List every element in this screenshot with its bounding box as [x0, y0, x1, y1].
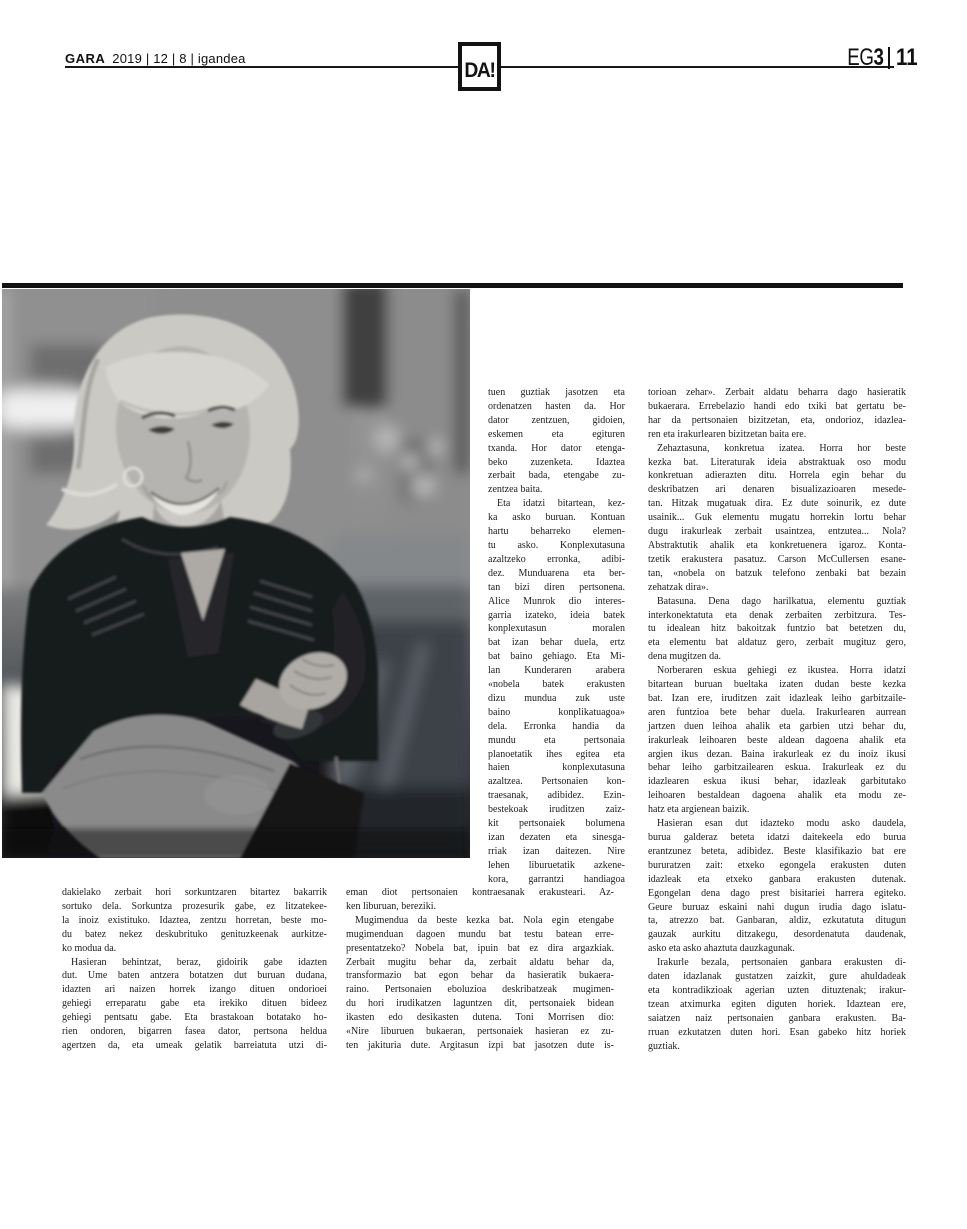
photo-woman-illustration — [2, 289, 470, 858]
masthead — [65, 51, 246, 66]
brand-name: GARA — [65, 51, 106, 66]
article-photo — [2, 289, 470, 858]
page-separator — [888, 47, 890, 69]
article-column-1: dakielako zerbait hori sorkuntzaren bitartez bakarrik sortuko dela. Sorkuntza prozesurik gabe, ez litzatekee- la inoiz existituko. Idaztea, zentzu horretan, beste mo- du batez nekez deskubrituko genituzkeenak aurkitze- ko modua da. Hasieran behintzat, beraz, gidoirik gabe idazten dut. Ume baten antzera botatzen dut buruan dudana, idazten ari naizen horrek izango dituen ondorioei gehiegi erreparatu gabe eta irekiko dituen bideez gehiegi pentsatu gabe. Eta brastakoan botatako ho- rien ondoren, bigarren fasea dator, pertsona heldua agertzen da, eta umeak gelatik barreiatuta utzi di- — [62, 887, 327, 1051]
edition-page-info — [837, 44, 921, 72]
section-divider-bar — [2, 283, 903, 288]
article-column-2-wrap-beside-photo: tuen guztiak jasotzen eta ordenatzen hasten da. Hor dator zentzuen, gidoien, eskemen eta egituren txanda. Hor dator etenga- beko zuzenketa. Idaztea zerbait bada, etengabe zu- zentzea baita. Eta idatzi bitartean, kez- ka asko buruan. Kontuan hartu beharreko elemen- tu asko. Konplexutasuna azaltzeko erronka, adibi- dez. Munduarena eta ber- tan bizi diren pertsonena. Alice Munrok dio interes- garria izateko, ideia batek konplexutasun moralen bat izan behar duela, ertz bat baino gehiago. Eta Mi- lan Kunderaren arabera «nobela batek erakusten dizu mundua zuk uste baino konplikatuagoa» dela. Erronka handia da mundu eta pertsonaia planoetatik ihes egitea eta haien konplexutasuna azaltzea. Pertsonaien kon- traesanak, adibidez. Ezin- bestekoak iruditzen zaiz- kit pertsonaiek bolumena izan dezaten eta sinesga- rriak izan daitezen. Nire lehen liburuetatik azkene- kora, garrantzi handiagoa — [488, 387, 625, 885]
edition-code: EG3 — [847, 44, 884, 71]
article-column-3: torioan zehar». Zerbait aldatu beharra dago hasieratik bukaerara. Errebelazio handi edo txiki bat gertatu be- har da pertsonaien bizitzetan, eta, ondorioz, idazlea- ren eta irakurlearen bizitzetan baita ere. Zehaztasuna, konkretua izatea. Horra hor beste kezka bat. Literaturak ideia abstraktuak oso modu konkretuan adierazten ditu. Horrela egin behar du deskribatzen ari denaren bisualizazioaren mesede- tan. Hitzak mugatuak dira. Ez dute soinurik, ez dute usainik... Guk elementu mugatu horrekin lortu behar dugu irakurleak zerbait usaintzea, entzutea... Nola? Abstraktutik ahalik eta konkretuenera igaroz. Konta- tzetik erakustera pasatuz. Carson McCullersen esane- tan, «nobela on batzuk telefono zenbaki bat bezain zehatzak dira». Batasuna. Dena dago harilkatua, elementu guztiak interkonektatuta eta denak zerbaiten zerbitzura. Tes- tu idealean hitz bakoitzak funtzio bat betetzen du, eta elementu bat aldatuz gero, zerbait mugituz gero, dena mugitzen da. Norberaren eskua gehiegi ez ikustea. Horra idatzi bitartean buruan bueltaka izaten dudan beste kezka bat. Izan ere, iruditzen zait idazleak leiho garbitzaile- aren funtzioa bete behar duela. Irakurlearen aurrean jartzen duen leihoa ahalik eta garbien utzi behar du, irakurleak leihoaren beste aldean dagoena ahalik eta argien ikus dezan. Baina irakurleak ez du inoiz ikusi behar leiho garbitzailearen eskua. Irakurleak ez du idazlearen eskua ikusi behar, idazleak garbitutako leihoaren bestaldean dagoena ahalik eta modu ze- hatz eta argienean baizik. Hasieran esan dut idazteko modu asko daudela, burua galderaz beteta idatzi daitekeela edo burua erantzunez beteta, adibidez. Beste klasifikazio bat ere bururatzen zait: etxeko egongela erakusten duten idazleak eta etxeko ganbara erakusten dutenak. Egongelan dena dago prest bisitariei harrera egiteko. Geure buruaz eskaini nahi dugun irudia dago islatu- ta, atrezzo bat. Ganbaran, aldiz, ezkutatuta ditugun gauzak aurkitu ditzakegu, desordenatuta daudenak, asko eta asko ahaztuta dauzkagunak. Irakurle bezala, pertsonaien ganbara erakusten di- daten idazlanak gustatzen zaizkit, gure ahuldadeak eta kontradikzioak agerian uzten dituztenak; irakur- tzean atximurka egiten diguten horiek. Idaztean ere, saiatzen naiz pertsonaien ganbara erakusten. Ba- rruan ezkutatzen duten hori. Esan gabeko hitz horiek guztiak. — [648, 387, 906, 1052]
article-column-2-below-photo: eman diot pertsonaien kontraesanak erakusteari. Az- ken liburuan, bereziki. Mugimendua da beste kezka bat. Nola egin etengabe mugimenduan dagoen mundu bat testu batean erre- presentatzeko? Nobela bat, ipuin bat ez dira argazkiak. Zerbait mugitu behar da, zerbait aldatu behar da, transformazio bat egon behar da hasieratik bukaera- raino. Pertsonaien eboluzioa deskribatzeak mugimen- du hori irudikatzen laguntzen dit, pertsonaiek bidean ikasten edo desikasten dutena. Toni Morrisen dio: «Nire liburuen bukaeran, pertsonaiek hasieran ez zu- ten jakituria dute. Argitasun izpi bat jasotzen dute is- — [346, 887, 614, 1051]
issue-date: 2019 | 12 | 8 | igandea — [112, 51, 246, 66]
da-supplement-logo — [458, 42, 501, 91]
page-number: 11 — [895, 44, 918, 71]
da-logo-text: DA! — [464, 59, 495, 82]
